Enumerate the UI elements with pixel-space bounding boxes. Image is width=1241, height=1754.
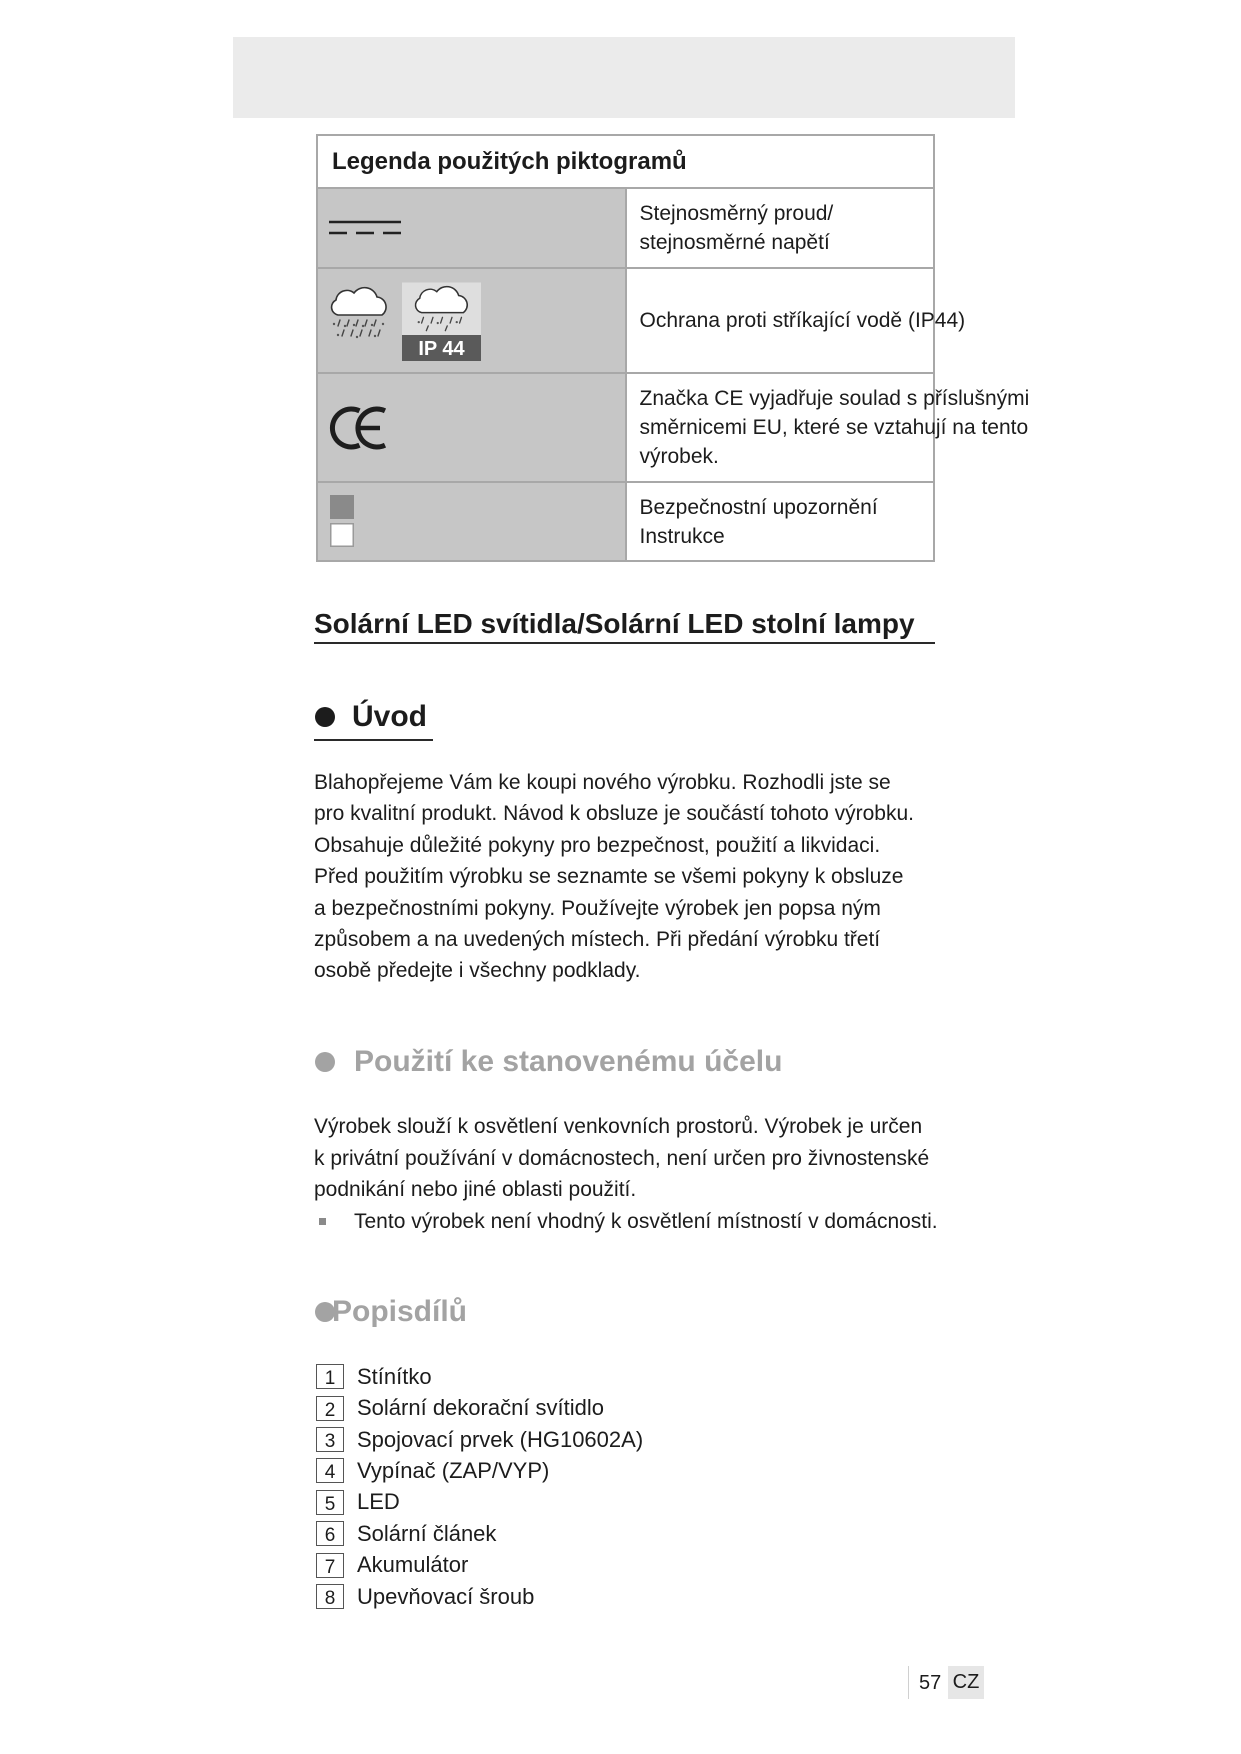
paragraph-line: podnikání nebo jiné oblasti použití. [314, 1178, 637, 1202]
legend-text-line: Značka CE vyjadřuje soulad s příslušnými [639, 387, 1030, 410]
legend-description [626, 482, 935, 561]
part-label: Upevňovací šroub [357, 1583, 535, 1609]
page-number: 57 [919, 1672, 942, 1694]
part-label: Akumulátor [357, 1552, 469, 1578]
legend-text-line: Ochrana proti stříkající vodě (IP44) [639, 309, 966, 332]
parts-list-item [316, 1550, 643, 1581]
section-heading-label: Použití ke stanovenému účelu [354, 1045, 783, 1078]
legend-icon-cell [317, 188, 626, 268]
pictogram-legend-table [316, 134, 1030, 562]
section-heading-label: Popisdílů [332, 1295, 467, 1328]
ip-rating-badge: IP 44 [418, 337, 465, 360]
part-number-box: 8 [316, 1584, 344, 1609]
legend-row [317, 482, 934, 561]
parts-list-item [316, 1455, 643, 1486]
paragraph-line: osobě předejte i všechny podklady. [314, 959, 641, 983]
legend-text-line: stejnosměrné napětí [639, 231, 830, 254]
part-label: Solární článek [357, 1520, 497, 1546]
part-label: Spojovací prvek (HG10602A) [357, 1426, 644, 1452]
page-header-band [233, 37, 1015, 118]
parts-list-item [316, 1392, 643, 1423]
legend-text-line: Instrukce [639, 524, 725, 548]
parts-list [316, 1361, 643, 1612]
part-label: Solární dekorační svítidlo [357, 1395, 605, 1421]
legend-icon-cell [317, 268, 626, 373]
dc-current-icon [328, 219, 402, 237]
heading-bullet-icon [315, 707, 335, 727]
footer-divider [908, 1666, 909, 1699]
paragraph-line: Výrobek slouží k osvětlení venkovních prostorů. Výrobek je určen [314, 1115, 923, 1138]
paragraph-line: Před použitím výrobku se seznamte se všemi pokyny k obsluze [314, 865, 904, 889]
legend-icon-cell [317, 373, 626, 482]
safety-and-instruction-squares-icon [328, 494, 358, 550]
intended-use-paragraph [314, 1111, 938, 1237]
language-code-badge: CZ [948, 1666, 984, 1699]
section-heading-intro [314, 698, 433, 741]
parts-list-item [316, 1487, 643, 1518]
ce-mark-icon [328, 406, 390, 450]
paragraph-line: k privátní používání v domácnostech, není určen pro živnostenské [314, 1146, 930, 1170]
rain-cloud-icon [332, 287, 386, 338]
parts-list-item [316, 1424, 643, 1455]
heading-bullet-icon [315, 1052, 335, 1072]
part-number-box: 5 [316, 1490, 344, 1515]
document-title: Solární LED svítidla/Solární LED stolní lampy [314, 606, 935, 644]
legend-title: Legenda použitých piktogramů [317, 135, 934, 188]
legend-description [626, 373, 1030, 482]
bullet-text: Tento výrobek není vhodný k osvětlení místností v domácnosti. [354, 1209, 938, 1233]
legend-icon-cell [317, 482, 626, 561]
part-number-box: 3 [316, 1427, 344, 1452]
ip44-rating-icon [402, 282, 481, 361]
legend-row [317, 268, 934, 373]
parts-list-item [316, 1581, 643, 1612]
legend-description [626, 268, 966, 373]
paragraph-line: pro kvalitní produkt. Návod k obsluze je součástí tohoto výrobku. [314, 802, 914, 826]
safety-warning-square-icon [330, 495, 354, 519]
bullet-list-item [314, 1206, 938, 1238]
splash-proof-rain-cloud-icon [328, 281, 488, 361]
parts-list-item [316, 1518, 643, 1549]
parts-list-item [316, 1361, 643, 1392]
square-bullet-icon [319, 1218, 326, 1225]
intro-paragraph [314, 767, 914, 987]
part-number-box: 1 [316, 1364, 344, 1389]
legend-header-row [317, 135, 934, 188]
legend-text-line: Stejnosměrný proud/ [639, 202, 834, 225]
legend-description [626, 188, 935, 268]
legend-row [317, 188, 934, 268]
part-label: Stínítko [357, 1363, 432, 1389]
section-heading-label: Úvod [352, 700, 427, 733]
legend-text-line: výrobek. [639, 445, 719, 468]
part-number-box: 4 [316, 1458, 344, 1483]
legend-text-line: směrnicemi EU, které se vztahují na tento [639, 416, 1029, 439]
paragraph-line: způsobem a na uvedených místech. Při předání výrobku třetí [314, 927, 881, 951]
legend-row [317, 373, 934, 482]
part-number-box: 2 [316, 1396, 344, 1421]
part-number-box: 6 [316, 1521, 344, 1546]
part-label: LED [357, 1489, 400, 1515]
legend-text-line: Bezpečnostní upozornění [639, 495, 878, 519]
paragraph-line: Obsahuje důležité pokyny pro bezpečnost, použití a likvidaci. [314, 833, 881, 857]
part-label: Vypínač (ZAP/VYP) [357, 1457, 550, 1483]
paragraph-line: a bezpečnostními pokyny. Používejte výrobek jen popsa ným [314, 896, 881, 920]
instruction-square-icon [331, 523, 354, 546]
paragraph-line: Blahopřejeme Vám ke koupi nového výrobku. Rozhodli jste se [314, 771, 891, 794]
part-number-box: 7 [316, 1553, 344, 1578]
